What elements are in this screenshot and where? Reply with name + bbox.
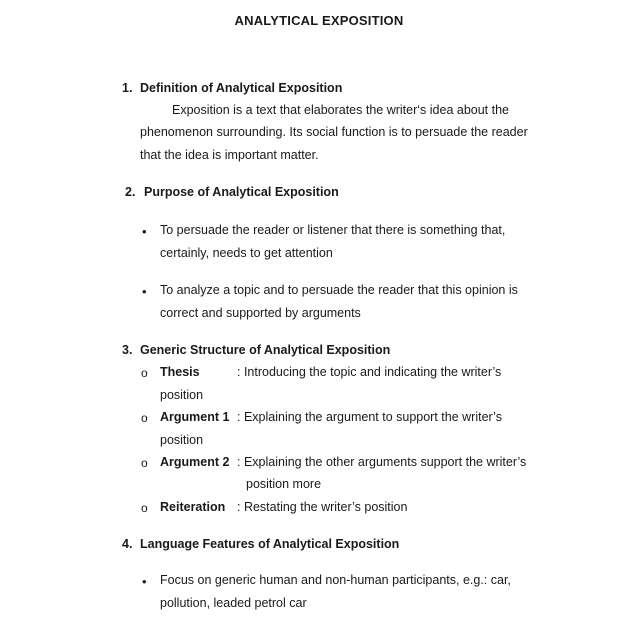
structure-description-cont: position more <box>246 477 322 491</box>
section-1-number: 1. <box>122 81 133 95</box>
list-item-line: To analyze a topic and to persuade the reader that this opinion is <box>160 283 518 297</box>
structure-description-cont: position <box>160 388 204 402</box>
page-title: ANALYTICAL EXPOSITION <box>234 13 404 28</box>
circle-bullet-icon: o <box>141 456 148 470</box>
list-item-line: certainly, needs to get attention <box>160 246 333 260</box>
structure-term: Argument 2 <box>160 455 230 469</box>
section-4-number: 4. <box>122 537 133 551</box>
structure-term: Thesis <box>160 365 200 379</box>
bullet-icon: • <box>142 574 147 589</box>
list-item-line: To persuade the reader or listener that there is something that, <box>160 223 506 237</box>
paragraph-line: phenomenon surrounding. Its social function is to persuade the reader <box>140 125 528 139</box>
structure-description: : Explaining the other arguments support the writer’s <box>237 455 527 469</box>
structure-description: : Introducing the topic and indicating the writer’s <box>237 365 502 379</box>
list-item-line: correct and supported by arguments <box>160 306 361 320</box>
section-3-number: 3. <box>122 343 133 357</box>
circle-bullet-icon: o <box>141 366 148 380</box>
structure-term: Reiteration <box>160 500 226 514</box>
structure-description-cont: position <box>160 433 204 447</box>
paragraph-line: Exposition is a text that elaborates the writer‘s idea about the <box>172 103 509 117</box>
structure-term: Argument 1 <box>160 410 230 424</box>
circle-bullet-icon: o <box>141 411 148 425</box>
bullet-icon: • <box>142 224 147 239</box>
circle-bullet-icon: o <box>141 501 148 515</box>
list-item-line: pollution, leaded petrol car <box>160 596 307 610</box>
paragraph-line: that the idea is important matter. <box>140 148 319 162</box>
bullet-icon: • <box>142 284 147 299</box>
section-2-number: 2. <box>125 185 136 199</box>
structure-description: : Explaining the argument to support the writer’s <box>237 410 502 424</box>
structure-description: : Restating the writer’s position <box>237 500 408 514</box>
section-4-heading: Language Features of Analytical Exposition <box>140 537 400 551</box>
section-2-heading: Purpose of Analytical Exposition <box>144 185 339 199</box>
section-3-heading: Generic Structure of Analytical Exposition <box>140 343 391 357</box>
section-1-heading: Definition of Analytical Exposition <box>140 81 343 95</box>
list-item-line: Focus on generic human and non-human participants, e.g.: car, <box>160 573 511 587</box>
